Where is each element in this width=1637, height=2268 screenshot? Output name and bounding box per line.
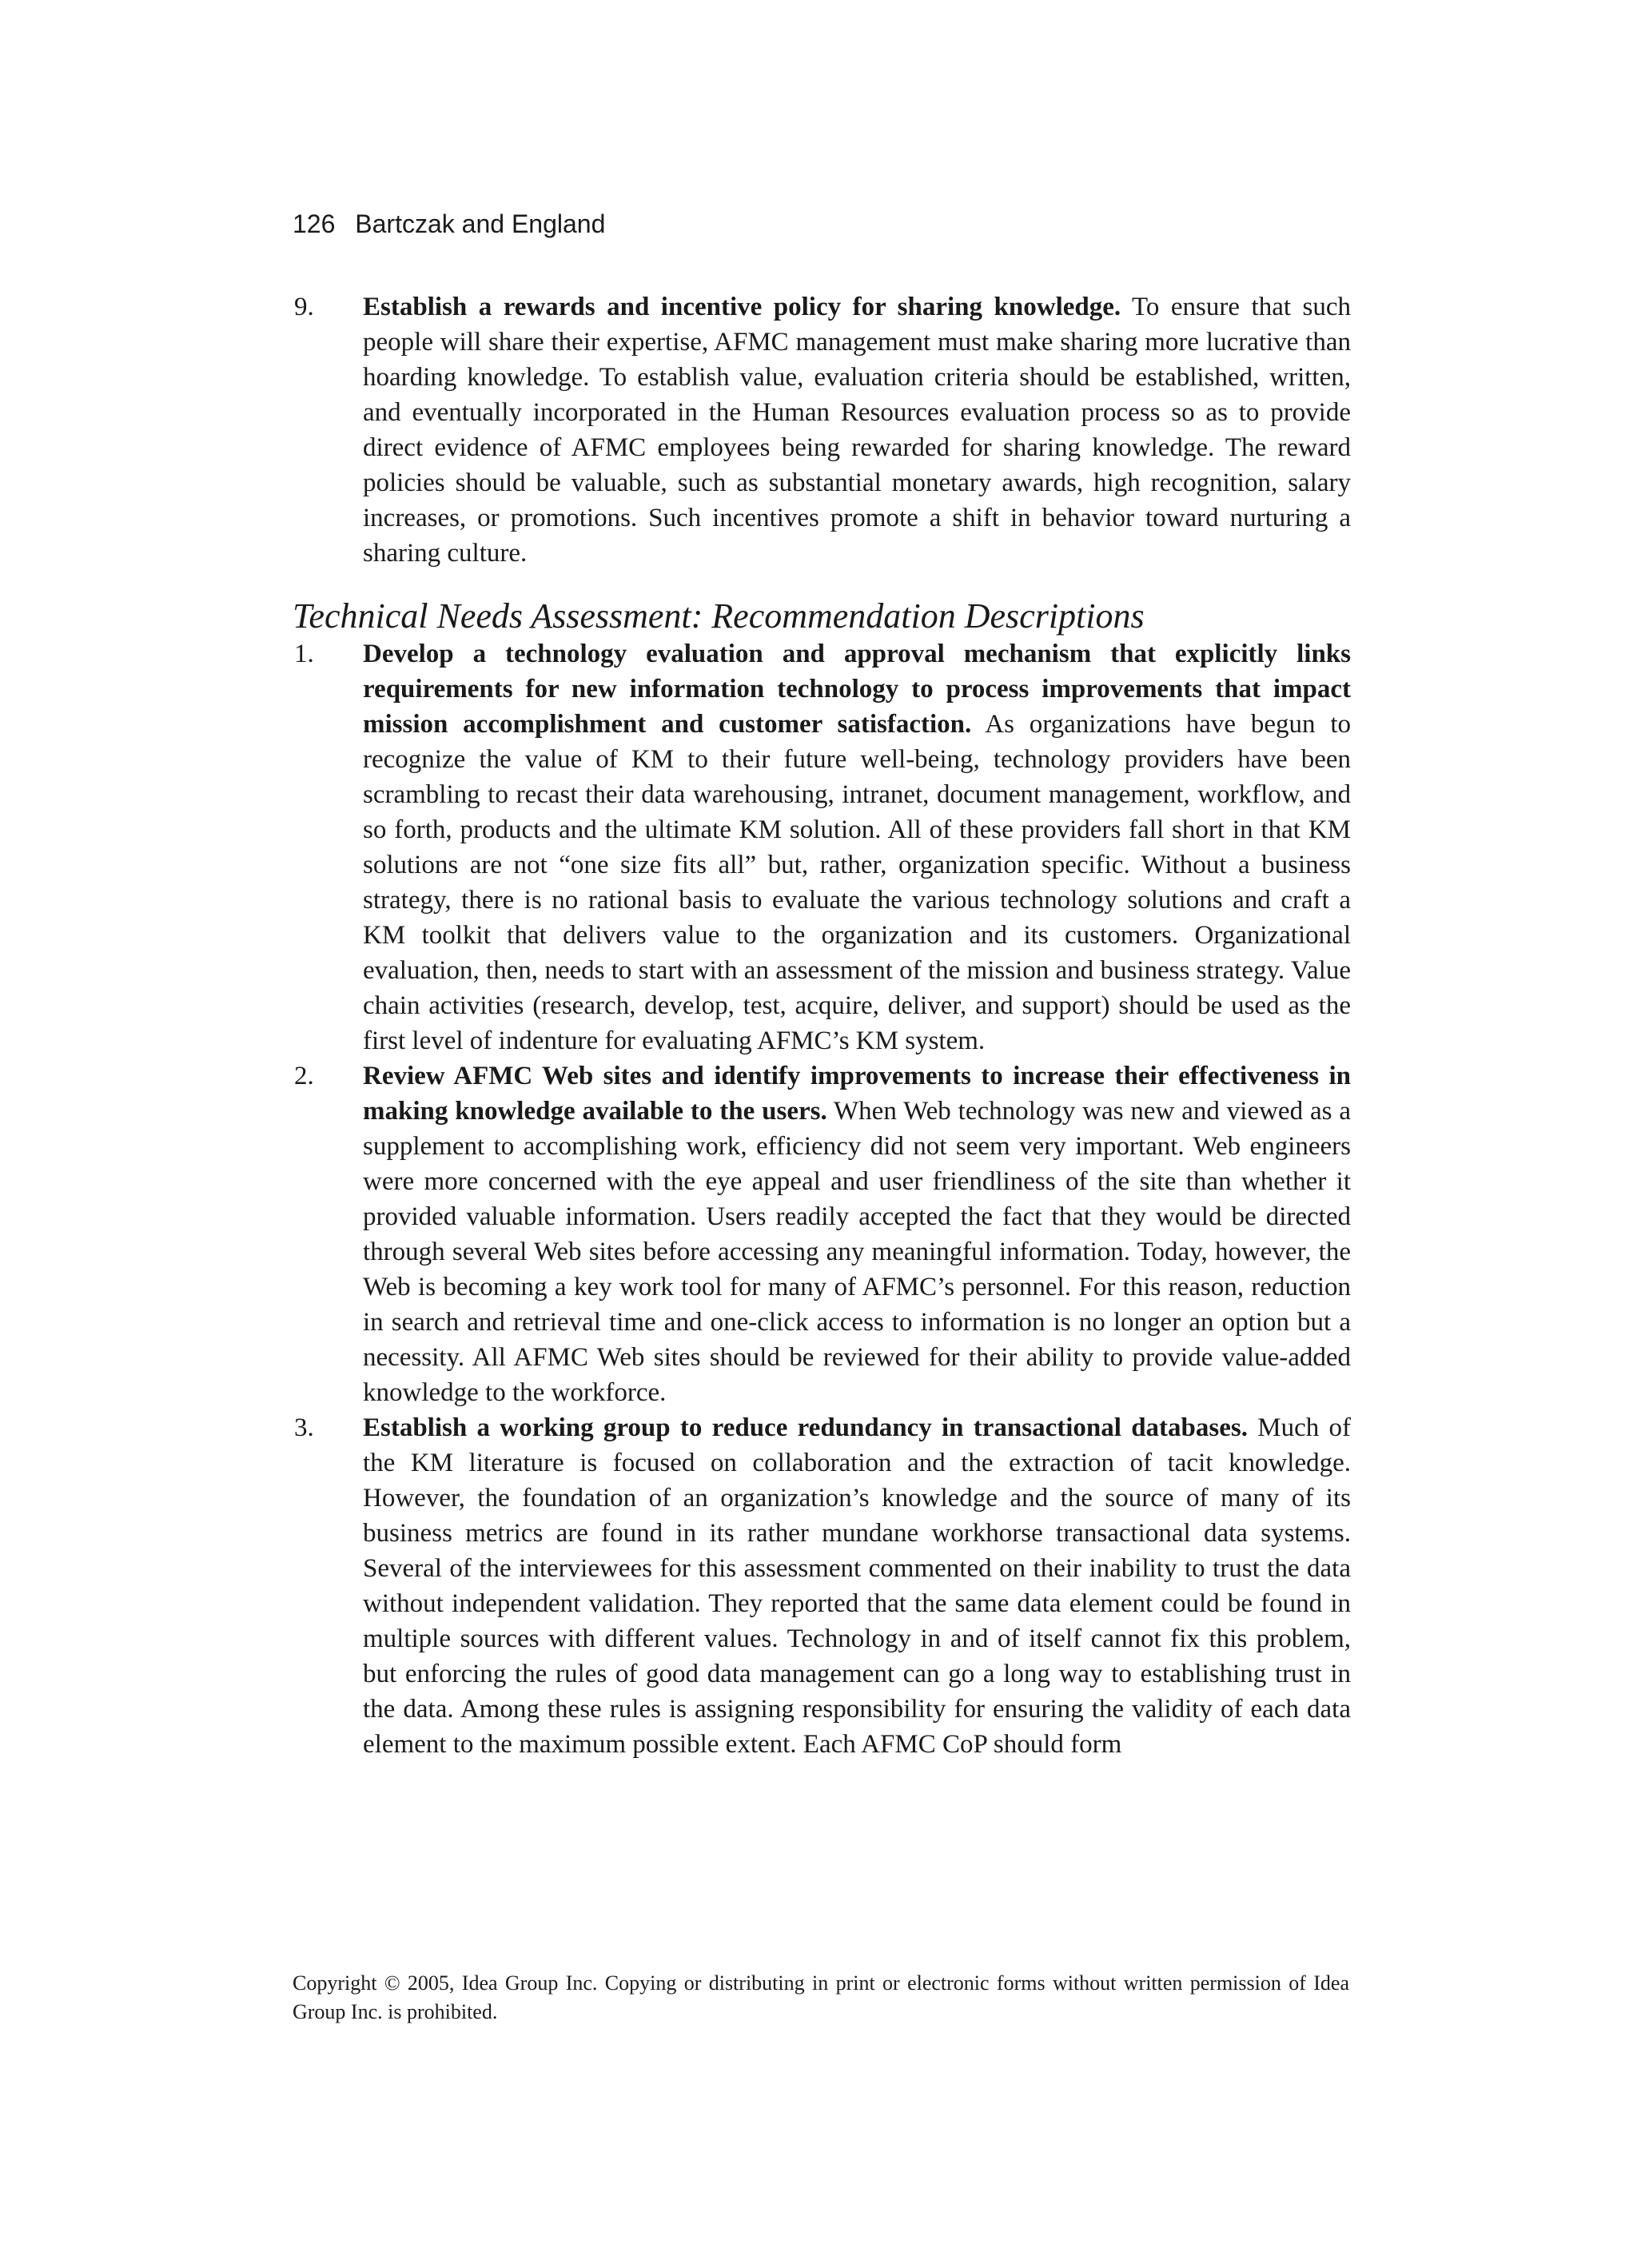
list-item-1 xyxy=(293,636,1351,1058)
item-body: Much of the KM literature is focused on collaboration and the extraction of tacit knowledge. However, the foundation of an organization’s knowledge and the source of many of its business metrics are found in its rather mundane workhorse transactional data systems. Several of the interviewees for this assessment commented on their inability to trust the data without independent validation. They reported that the same data element could be found in multiple sources with different values. Technology in and of itself cannot fix this problem, but enforcing the rules of good data management can go a long way to establishing trust in the data. Among these rules is assigning responsibility for ensuring the validity of each data element to the maximum possible extent. Each AFMC CoP should form xyxy=(363,1413,1351,1759)
item-lead: Establish a working group to reduce redundancy in transactional databases. xyxy=(363,1413,1248,1442)
list-item-9 xyxy=(293,289,1351,571)
item-body: When Web technology was new and viewed as a supplement to accomplishing work, efficiency did not seem very important. Web engineers were more concerned with the eye appeal and user friendliness of the site than whether it provided valuable information. Users readily accepted the fact that they would be directed through several Web sites before accessing any meaningful information. Today, however, the Web is becoming a key work tool for many of AFMC’s personnel. For this reason, reduction in search and retrieval time and one-click access to information is no longer an option but a necessity. All AFMC Web sites should be reviewed for their ability to provide value-added knowledge to the workforce. xyxy=(363,1097,1351,1407)
list-item-3 xyxy=(293,1410,1351,1762)
item-number: 2. xyxy=(294,1062,314,1090)
copyright-footer: Copyright © 2005, Idea Group Inc. Copying or distributing in print or electronic forms without written permission of Idea Group Inc. is prohibited. xyxy=(293,1971,1349,2023)
item-body: To ensure that such people will share their expertise, AFMC management must make sharing more lucrative than hoarding knowledge. To establish value, evaluation criteria should be established, written, and eventually incorporated in the Human Resources evaluation process so as to provide direct evidence of AFMC employees being rewarded for sharing knowledge. The reward policies should be valuable, such as substantial monetary awards, high recognition, salary increases, or promotions. Such incentives promote a shift in behavior toward nurturing a sharing culture. xyxy=(363,293,1352,568)
item-number: 1. xyxy=(294,640,314,668)
item-number: 9. xyxy=(294,293,314,321)
item-lead: Develop a technology evaluation and approval mechanism that explicitly links requirements for new information technology to process improvements that impact mission accomplishment and customer satisfaction. xyxy=(363,640,1351,739)
running-head xyxy=(293,208,605,240)
item-number: 3. xyxy=(294,1413,314,1442)
section-heading: Technical Needs Assessment: Recommendation Descriptions xyxy=(293,596,1145,636)
page-number: 126 xyxy=(293,209,336,238)
running-title: Bartczak and England xyxy=(355,209,606,238)
item-lead: Review AFMC Web sites and identify improvements to increase their effectiveness in making knowledge available to the users. xyxy=(363,1062,1351,1126)
item-lead: Establish a rewards and incentive policy for sharing knowledge. xyxy=(363,293,1121,321)
body-text xyxy=(293,289,1351,1762)
item-body: As organizations have begun to recognize the value of KM to their future well-being, technology providers have been scrambling to recast their data warehousing, intranet, document management, workflow, and so forth, products and the ultimate KM solution. All of these providers fall short in that KM solutions are not “one size fits all” but, rather, organization specific. Without a business strategy, there is no rational basis to evaluate the various technology solutions and craft a KM toolkit that delivers value to the organization and its customers. Organizational evaluation, then, needs to start with an assessment of the mission and business strategy. Value chain activities (research, develop, test, acquire, deliver, and support) should be used as the first level of indenture for evaluating AFMC’s KM system. xyxy=(363,710,1351,1055)
list-item-2 xyxy=(293,1058,1351,1410)
